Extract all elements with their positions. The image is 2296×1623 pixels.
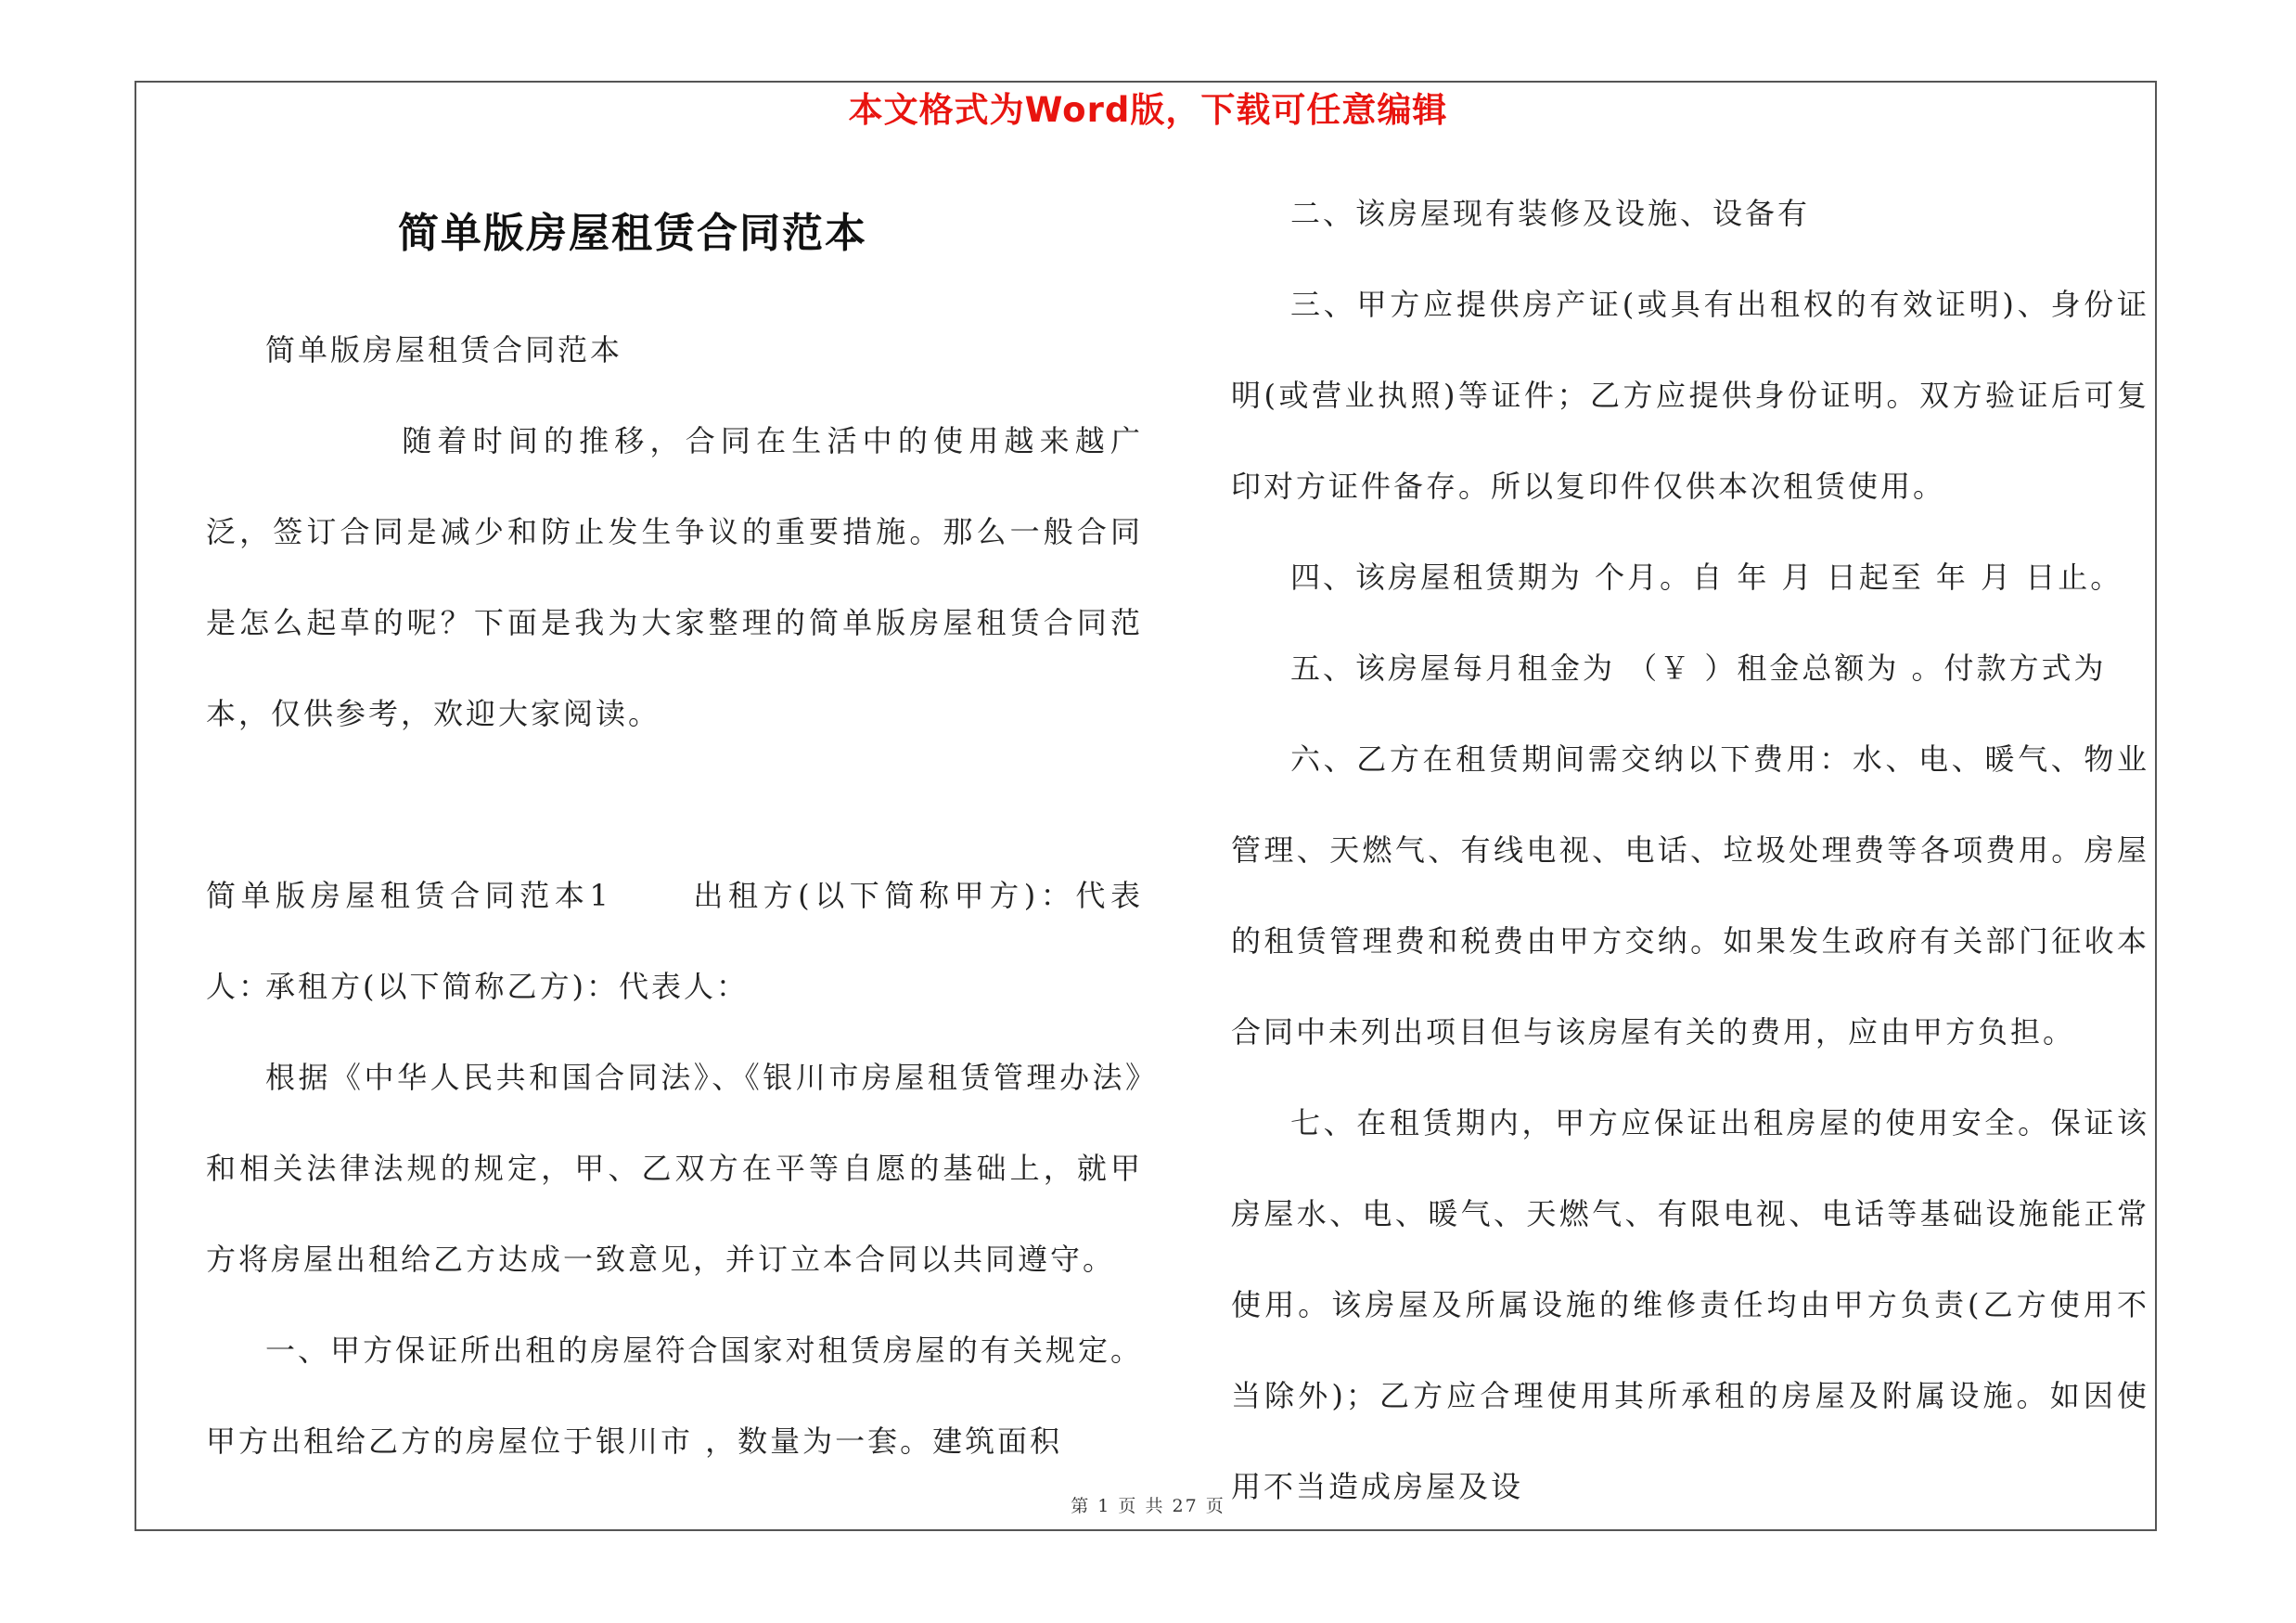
paragraph-clause-1: 一、甲方保证所出租的房屋符合国家对租赁房屋的有关规定。甲方出租给乙方的房屋位于银川市 ，数量为一套。建筑面积	[206, 1333, 1143, 1459]
paragraph-legal-basis: 根据《中华人民共和国合同法》、《银川市房屋租赁管理办法》和相关法律法规的规定，甲、乙双方在平等自愿的基础上，就甲方将房屋出租给乙方达成一致意见，并订立本合同以共同遵守。	[206, 1060, 1143, 1277]
paragraph-intro: 随着时间的推移，合同在生活中的使用越来越广泛，签订合同是减少和防止发生争议的重要措施。那么一般合同是怎么起草的呢？下面是我为大家整理的简单版房屋租赁合同范本，仅供参考，欢迎大家阅读。	[206, 423, 1143, 731]
paragraph-clause-6: 六、乙方在租赁期间需交纳以下费用：水、电、暖气、物业管理、天燃气、有线电视、电话、垃圾处理费等各项费用。房屋的租赁管理费和税费由甲方交纳。如果发生政府有关部门征收本合同中未列出项目但与该房屋有关的费用，应由甲方负担。	[1231, 741, 2149, 1050]
lessor-line: 出租方(以下简称甲方)：代表人：	[206, 878, 1143, 1004]
paragraph-clause-7: 七、在租赁期内，甲方应保证出租房屋的使用安全。保证该房屋水、电、暖气、天燃气、有限电视、电话等基础设施能正常使用。该房屋及所属设施的维修责任均由甲方负责(乙方使用不当除外)；乙方应合理使用其所承租的房屋及附属设施。如因使用不当造成房屋及设	[1231, 1105, 2149, 1504]
paragraph-clause-3: 三、甲方应提供房产证(或具有出租权的有效证明)、身份证明(或营业执照)等证件；乙方应提供身份证明。双方验证后可复印对方证件备存。所以复印件仅供本次租赁使用。	[1231, 287, 2149, 504]
paragraph-clause-5: 五、该房屋每月租金为 （￥ ）租金总额为 。付款方式为	[1290, 650, 2107, 686]
contract-number-heading: 简单版房屋租赁合同范本1	[206, 878, 611, 913]
paragraph-clause-4: 四、该房屋租赁期为 个月。自 年 月 日起至 年 月 日止。	[1290, 560, 2123, 595]
paragraph-lessee: 承租方(以下简称乙方)：代表人：	[265, 969, 749, 1004]
paragraph-clause-2: 二、该房屋现有装修及设施、设备有	[1290, 196, 1811, 231]
page-number-footer: 第 1 页 共 27 页	[1071, 1496, 1225, 1516]
paragraph-subtitle: 简单版房屋租赁合同范本	[265, 332, 623, 367]
document-title: 简单版房屋租赁合同范本	[398, 210, 867, 257]
word-format-banner: 本文格式为Word版，下载可任意编辑	[848, 90, 1448, 130]
